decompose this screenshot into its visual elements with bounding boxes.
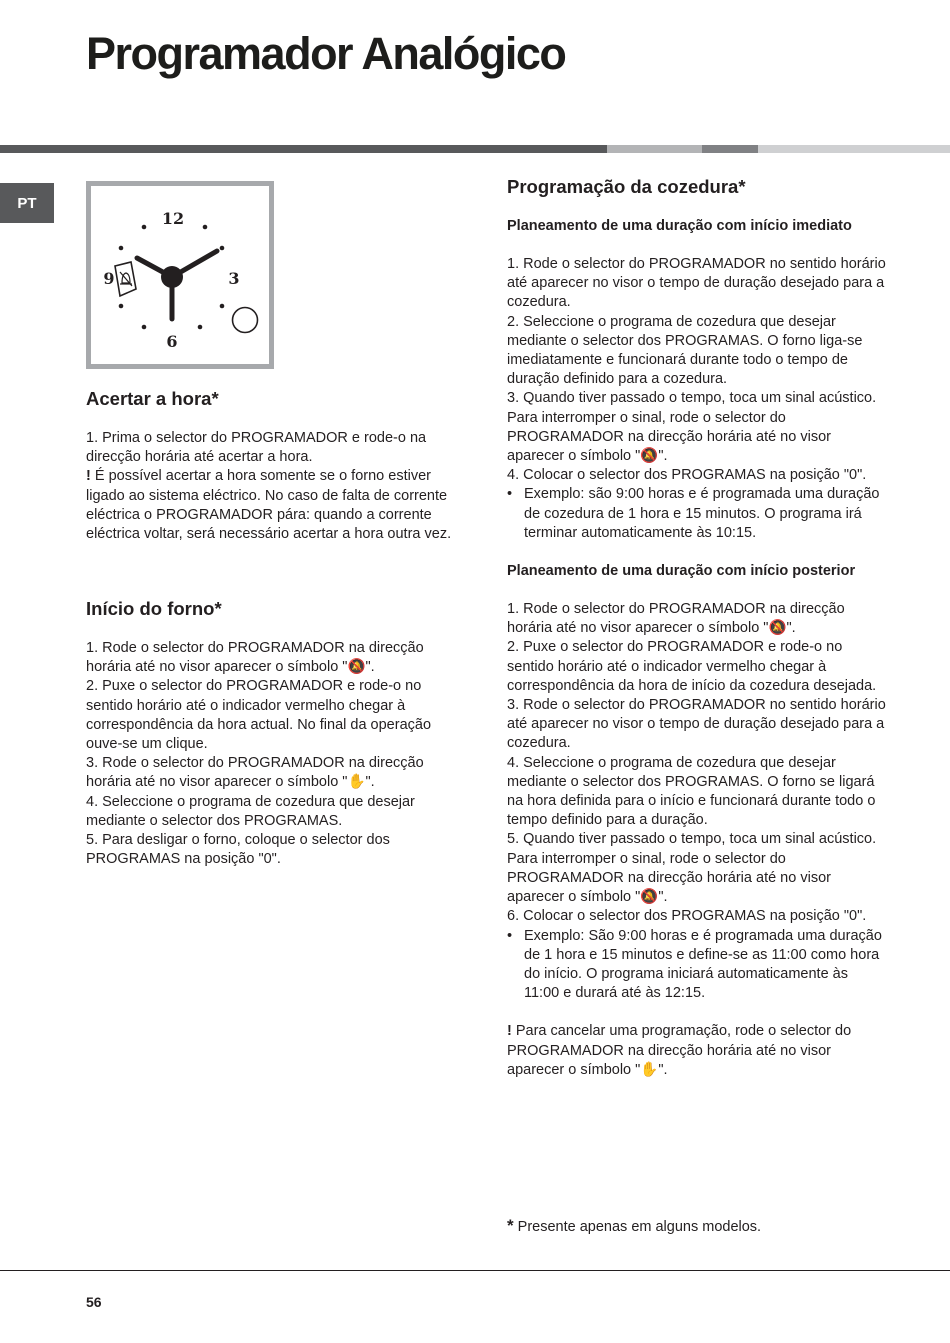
clock-center-knob	[161, 266, 183, 288]
posterior-example	[507, 927, 887, 1004]
page-number: 56	[86, 1294, 102, 1310]
section-programacao-da-cozedura	[507, 176, 887, 1080]
imediato-example	[507, 485, 887, 543]
section-acertar-a-hora	[86, 388, 462, 544]
imediato-step-2: 2. Seleccione o programa de cozedura que desejar mediante o selector dos PROGRAMAS. O forno liga-se imediatamente e funcionará durante todo o tempo de duração definido para a cozedura.	[507, 313, 863, 388]
posterior-step-1: 1. Rode o selector do PROGRAMADOR na direcção horária até no visor aparecer o símbolo "🔕".	[507, 601, 845, 637]
bullet-dot: •	[507, 486, 513, 503]
header-rule-dark	[0, 145, 607, 153]
subsection-title-inicio-posterior: Planeamento de uma duração com início posterior	[507, 563, 856, 580]
section-title-inicio: Início do forno*	[86, 598, 222, 619]
clock-number-3: 3	[228, 269, 240, 288]
posterior-step-4: 4. Seleccione o programa de cozedura que desejar mediante o selector dos PROGRAMAS. O forno se ligará na hora definida para o início e funcionará durante todo o tempo definido para a duração.	[507, 754, 876, 829]
language-tab: PT	[0, 183, 54, 223]
footnote-text: Presente apenas em alguns modelos.	[513, 1219, 762, 1235]
acertar-note-text: É possível acertar a hora somente se o forno estiver ligado ao sistema eléctrico. No caso de falta de corrente eléctrica o PROGRAMADOR pára: quando a corrente eléctrica voltar, será necessário acertar a hora outra vez.	[86, 468, 452, 543]
imediato-step-1: 1. Rode o selector do PROGRAMADOR no sentido horário até aparecer no visor o tempo de duração desejado para a cozedura.	[507, 256, 886, 311]
clock-number-6: 6	[166, 332, 178, 351]
clock-number-9: 9	[103, 269, 115, 288]
red-indicator-knob	[233, 308, 258, 333]
posterior-step-5: 5. Quando tiver passado o tempo, toca um sinal acústico. Para interromper o sinal, rode o selector do PROGRAMADOR na direcção horária até no visor aparecer o símbolo "🔕".	[507, 831, 877, 906]
clock-dial	[91, 186, 269, 364]
imediato-step-3: 3. Quando tiver passado o tempo, toca um sinal acústico. Para interromper o sinal, rode o selector do PROGRAMADOR na direcção horária até no visor aparecer o símbolo "🔕".	[507, 390, 877, 465]
inicio-step-2: 2. Puxe o selector do PROGRAMADOR e rode-o no sentido horário até o indicador vermelho chegar à correspondência da hora actual. No final da operação ouve-se um clique.	[86, 678, 432, 753]
section-title-acertar: Acertar a hora*	[86, 388, 219, 409]
imediato-step-4: 4. Colocar o selector dos PROGRAMAS na posição "0".	[507, 467, 867, 484]
header-rule-pale	[758, 145, 950, 153]
posterior-step-2: 2. Puxe o selector do PROGRAMADOR e rode-o no sentido horário até o indicador vermelho chegar à correspondência da hora de início da cozedura desejada.	[507, 639, 877, 694]
clock-number-12: 12	[161, 209, 185, 228]
subsection-title-inicio-imediato: Planeamento de uma duração com início imediato	[507, 218, 852, 234]
footer-rule	[0, 1270, 950, 1271]
acertar-step-1: 1. Prima o selector do PROGRAMADOR e rode-o na direcção horária até acertar a hora.	[86, 430, 427, 466]
programmer-clock-figure	[86, 181, 274, 369]
cancel-note	[507, 1022, 887, 1080]
posterior-example-text: Exemplo: São 9:00 horas e é programada uma duração de 1 hora e 15 minutos e define-se as 11:00 como hora do início. O programa iniciará automaticamente às 11:00 e durará até às 12:15.	[524, 927, 882, 1002]
acertar-note	[86, 467, 462, 544]
inicio-step-4: 4. Seleccione o programa de cozedura que desejar mediante o selector dos PROGRAMAS.	[86, 793, 415, 829]
footnote-mark: *	[507, 1216, 514, 1235]
imediato-example-text: Exemplo: são 9:00 horas e é programada uma duração de cozedura de 1 hora e 15 minutos. O programa irá terminar automaticamente às 10:15.	[524, 486, 880, 541]
header-rule-light	[607, 145, 702, 153]
section-inicio-do-forno	[86, 598, 462, 869]
inicio-step-3: 3. Rode o selector do PROGRAMADOR na direcção horária até no visor aparecer o símbolo "✋".	[86, 755, 424, 791]
cancel-note-text: Para cancelar uma programação, rode o selector do PROGRAMADOR na direcção horária até no visor aparecer o símbolo "✋".	[507, 1023, 852, 1078]
inicio-step-5: 5. Para desligar o forno, coloque o selector dos PROGRAMAS na posição "0".	[86, 832, 390, 868]
posterior-step-3: 3. Rode o selector do PROGRAMADOR no sentido horário até aparecer no visor o tempo de duração desejado para a cozedura.	[507, 697, 886, 752]
posterior-step-6: 6. Colocar o selector dos PROGRAMAS na posição "0".	[507, 908, 867, 925]
inicio-step-1: 1. Rode o selector do PROGRAMADOR na direcção horária até no visor aparecer o símbolo "🔕".	[86, 640, 424, 676]
section-title-programacao: Programação da cozedura*	[507, 176, 746, 197]
bullet-dot: •	[507, 927, 513, 944]
page-title: Programador Analógico	[86, 28, 566, 79]
header-rule-mid	[702, 145, 758, 153]
footnote	[507, 1216, 887, 1237]
attention-mark: !	[86, 468, 91, 485]
attention-mark: !	[507, 1023, 512, 1040]
